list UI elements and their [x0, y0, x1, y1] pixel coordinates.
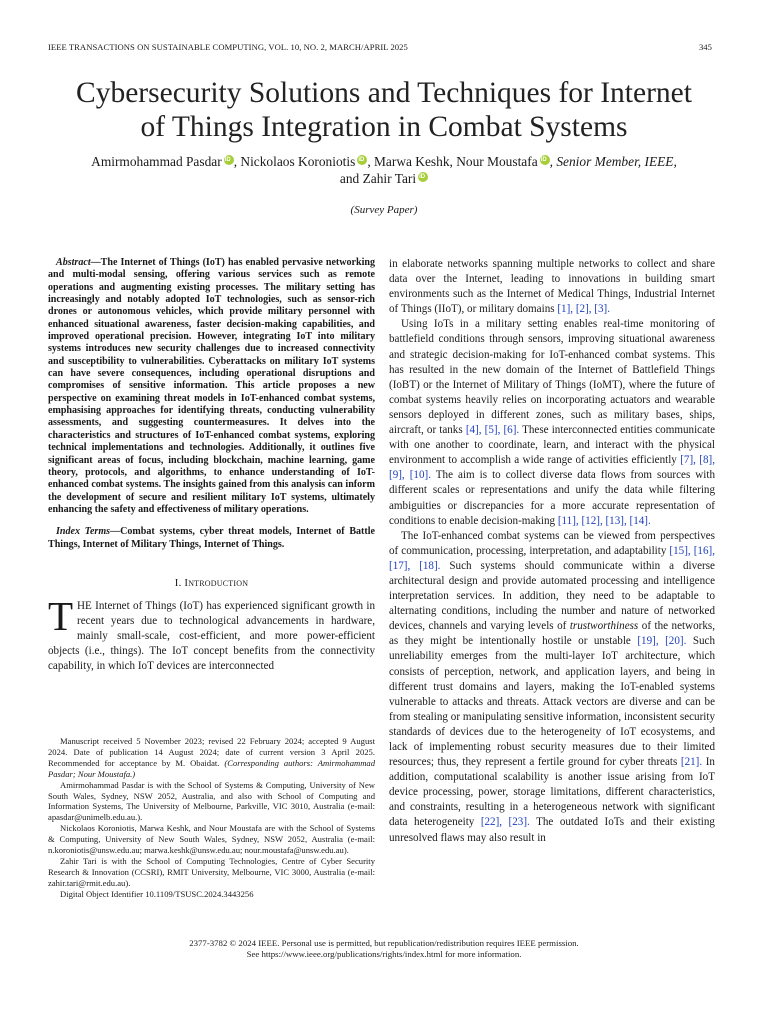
author-koroniotis: , Nickolaos Koroniotis: [233, 154, 356, 169]
author-line-2: [20, 170, 748, 187]
section-number: I.: [174, 576, 182, 589]
emphasis-trustworthiness: trustworthiness: [569, 620, 639, 633]
citation-link[interactable]: [15], [16], [17], [18].: [389, 544, 715, 572]
body-paragraph-1: [389, 257, 715, 317]
paragraph-text: of the networks, as they might be intentionally hostile or unstable: [389, 620, 715, 648]
right-column: [389, 257, 715, 846]
intro-paragraph: [48, 592, 375, 674]
footnote-corresponding: (Corresponding authors: Amirmohammad Pasdar; Nour Moustafa.): [48, 757, 375, 779]
index-terms: [48, 526, 375, 551]
paragraph-text: in elaborate networks spanning multiple networks to collect and share data over the Internet, leading to innovations in building smart environments such as the Internet of Medical Things, Industrial Internet of Things (IIoT), or military domains: [389, 258, 715, 316]
drop-cap: T: [48, 592, 74, 639]
author-line-1: [20, 153, 748, 170]
footnote-doi: Digital Object Identifier 10.1109/TSUSC.2024.3443256: [60, 888, 254, 899]
section-title: Introduction: [184, 576, 249, 589]
paragraph-text: These interconnected entities communicate with one another to coordinate, learn, and interact with the physical environment to accomplish a wide range of activities efficiently: [389, 424, 716, 467]
author-keshk-moustafa: , Marwa Keshk, Nour Moustafa: [367, 154, 538, 169]
paper-type: (Survey Paper): [350, 204, 418, 216]
author-role: , Senior Member, IEEE,: [549, 154, 677, 169]
paragraph-text: Using IoTs in a military setting enables real-time monitoring of battlefield conditions through sensors, improving situational awareness and strategic decision-making for IoT-enhanced combat systems. This has resulted in the new domain of the Internet of Battlefield Things (IoBT) or the Internet of Military of Things (IoMT), where the future of combat systems heavily relies on incorporating actuators and wearable sensors deployed in different zones, such as military bases, ships, aircraft, or tanks: [389, 318, 715, 437]
author-list: [20, 153, 748, 187]
footnotes: [48, 736, 375, 900]
orcid-icon[interactable]: [540, 155, 550, 165]
citation-link[interactable]: [4], [5], [6].: [465, 424, 520, 437]
page-number: 345: [698, 42, 712, 52]
journal-name: IEEE TRANSACTIONS ON SUSTAINABLE COMPUTING, VOL. 10, NO. 2, MARCH/APRIL 2025: [48, 42, 408, 52]
paper-title: [20, 76, 748, 144]
orcid-icon[interactable]: [357, 155, 367, 165]
citation-link[interactable]: [11], [12], [13], [14].: [557, 514, 651, 527]
intro-text: HE Internet of Things (IoT) has experienced significant growth in recent years due to technological advancements in hardware, mainly small-scale, cost-efficient, and more power-efficient objects (i.e., things). The IoT concept benefits from the connectivity capability, in which IoT devices are interconnected: [48, 599, 375, 673]
footnote-manuscript-text: Manuscript received 5 November 2023; revised 22 February 2024; accepted 9 August 2024. Date of publication 14 August 2024; date of current version 3 April 2025. Recommended for acceptance by M. Obaidat.: [48, 736, 375, 768]
footnote-manuscript: [48, 736, 375, 780]
citation-link[interactable]: [22], [23].: [480, 816, 530, 829]
running-header: [48, 42, 712, 52]
orcid-icon[interactable]: [224, 155, 234, 165]
paragraph-text: The aim is to collect diverse data flows from sources with different scales or representations and unify the data while filtering ambiguities or discrepancies for a more accurate representation of conditions to enable decision-making: [389, 469, 715, 527]
abstract-text: —The Internet of Things (IoT) has enabled pervasive networking and multi-modal sensing, offering various services such as remote operations and augmenting existing processes. The military setting has increasingly and notably adopted IoT technologies, such as sensor-rich drones or autonomous vehicles, which provide military personnel with enhanced situational awareness, faster decision-making capabilities, and improved operational precision. However, integrating IoT into military systems introduces new security challenges due to increased connectivity and susceptibility to vulnerabilities. Cyberattacks on military IoT systems can have severe consequences, including operational disruptions and compromises of sensitive information. This article proposes a new perspective on examining threat models in IoT-enhanced combat systems, emphasising approaches for identifying threats, conducting vulnerability assessments, and suggesting countermeasures. It delves into the characteristics and structures of IoT-enhanced combat systems, exploring technical implementations and technologies. Additionally, it outlines five significant areas of focus, including blockchain, machine learning, game theory, protocols, and algorithms, to enhance understanding of IoT-enhanced combat systems. The insights gained from this analysis can inform the development of secure and resilient military IoT systems, ultimately enhancing the safety and effectiveness of military operations.: [48, 257, 375, 515]
citation-link[interactable]: [19], [20].: [637, 635, 687, 648]
abstract-label: Abstract: [56, 257, 91, 268]
paragraph-text: In addition, computational scalability is another issue arising from IoT device processing, power, storage limitations, different characteristics, and constraints, resulting in a heterogeneous network with significant data heterogeneity: [389, 756, 715, 829]
paragraph-text: The outdated IoTs and their existing unresolved flaws may also result in: [389, 816, 715, 844]
citation-link[interactable]: [21].: [680, 756, 703, 769]
author-pasdar: Amirmohammad Pasdar: [91, 154, 222, 169]
citation-link[interactable]: [7], [8], [9], [10].: [389, 454, 715, 482]
footnote-tari: Zahir Tari is with the School of Computing Technologies, Centre of Cyber Security Research & Innovation (CCSRI), RMIT University, Melbourne, VIC 3000, Australia (e-mail: zahir.tari@rmit.edu.au).: [48, 855, 375, 888]
index-terms-text: —Combat systems, cyber threat models, Internet of Battle Things, Internet of Military Things, Internet of Things.: [48, 526, 375, 550]
paragraph-text: The IoT-enhanced combat systems can be viewed from perspectives of communication, processing, interpretation, and adaptability: [389, 529, 715, 557]
title-line-2: of Things Integration in Combat Systems: [140, 111, 628, 143]
index-terms-label: Index Terms: [56, 526, 111, 538]
copyright-line: 2377-3782 © 2024 IEEE. Personal use is permitted, but republication/redistribution requires IEEE permission.: [189, 938, 579, 948]
citation-link[interactable]: [1], [2], [3].: [557, 303, 611, 316]
section-heading: [48, 577, 375, 589]
paragraph-text: Such systems should communicate within a diverse architectural design and provide automated processing and intelligence interpretation services. In addition, they need to be adaptable to alternating conditions, including the number and nature of networked devices, channels and varying levels of: [389, 559, 715, 633]
orcid-icon[interactable]: [418, 172, 428, 182]
abstract: [48, 257, 375, 516]
rights-url-line: See https://www.ieee.org/publications/rights/index.html for more information.: [246, 949, 522, 959]
left-column: [48, 257, 375, 674]
copyright-footer: [20, 938, 748, 960]
paragraph-text: Such unreliability emerges from the multi-layer IoT architecture, which consists of perception, network, and application layers, and being in different trust domains and layers, making the IoT-enabled systems vulnerable to attacks and threats. Attack vectors are diverse and can be from stealing or manipulating sensitive information, inconsistent security standards of devices due to the heterogeneity of IoT ecosystems, and lack of implementing robust security measures due to their limited resources; thus, they represent a fertile ground for cyber threats: [389, 635, 716, 769]
footnote-pasdar: Amirmohammad Pasdar is with the School of Systems & Computing, University of New South Wales, Sydney, NSW 2052, Australia, and also with School of Computing and Information Systems, The University of Melbourne, Parkville, VIC 3010, Australia (e-mail: apasdar@unimelb.edu.au.).: [48, 779, 375, 823]
body-paragraph-3: [389, 529, 715, 846]
title-line-1: Cybersecurity Solutions and Techniques for Internet: [76, 77, 692, 109]
author-tari: and Zahir Tari: [339, 171, 417, 186]
body-paragraph-2: [389, 317, 715, 528]
footnote-unsw-authors: Nickolaos Koroniotis, Marwa Keshk, and Nour Moustafa are with the School of Systems & Computing, University of New South Wales, Sydney, NSW 2052, Australia (e-mail: n.koroniotis@unsw.edu.au; marwa.keshk@unsw.edu.au; nour.moustafa@unsw.edu.au).: [48, 823, 375, 856]
